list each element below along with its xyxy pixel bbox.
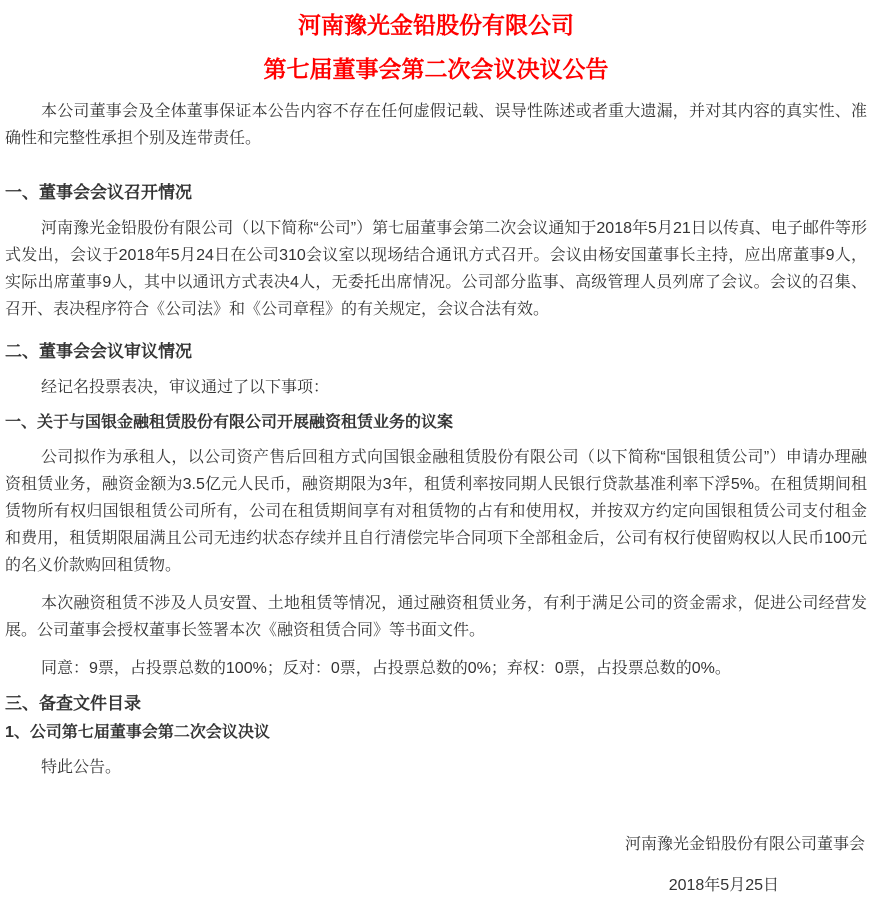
section-heading-convening: 一、董事会会议召开情况 [5, 183, 192, 202]
proposal-paragraph-2: 本次融资租赁不涉及人员安置、土地租赁等情况，通过融资租赁业务，有利于满足公司的资金需求，促进公司经营发展。公司董事会授权董事长签署本次《融资租赁合同》等书面文件。 [5, 595, 867, 639]
proposal-paragraph-1: 公司拟作为承租人，以公司资产售后回租方式向国银金融租赁股份有限公司（以下简称“国银租赁公司”）申请办理融资租赁业务，融资金额为3.5亿元人民币，融资期限为3年，租赁利率按同期人民银行贷款基准利率下浮5%。在租赁期间租赁物所有权归国银租赁公司所有，公司在租赁期间享有对租赁物的占有和使用权，并按双方约定向国银租赁公司支付租金和费用，租赁期限届满且公司无违约状态存续并且自行清偿完毕合同项下全部租金后，公司有权行使留购权以人民币100元的名义价款购回租赁物。 [5, 449, 867, 574]
section-heading-deliberation: 二、董事会会议审议情况 [5, 342, 192, 361]
reference-document-item: 1、公司第七届董事会第二次会议决议 [5, 724, 270, 741]
proposal-heading: 一、关于与国银金融租赁股份有限公司开展融资租赁业务的议案 [5, 414, 454, 431]
vote-result: 同意：9票，占投票总数的100%；反对：0票，占投票总数的0%；弃权：0票，占投票总数的0%。 [41, 660, 731, 677]
convening-paragraph: 河南豫光金铅股份有限公司（以下简称“公司”）第七届董事会第二次会议通知于2018年5月21日以传真、电子邮件等形式发出，会议于2018年5月24日在公司310会议室以现场结合通讯方式召开。会议由杨安国董事长主持，应出席董事9人，实际出席董事9人，其中以通讯方式表决4人，无委托出席情况。公司部分监事、高级管理人员列席了会议。会议的召集、召开、表决程序符合《公司法》和《公司章程》的有关规定，会议合法有效。 [5, 220, 867, 318]
announcement-document [0, 13, 873, 919]
closing-paragraph: 特此公告。 [41, 759, 122, 776]
section-heading-reference-documents: 三、备查文件目录 [5, 694, 141, 713]
signature-date: 2018年5月25日 [668, 877, 779, 894]
disclaimer-paragraph: 本公司董事会及全体董事保证本公告内容不存在任何虚假记载、误导性陈述或者重大遗漏，并对其内容的真实性、准确性和完整性承担个别及连带责任。 [5, 103, 867, 147]
deliberation-intro: 经记名投票表决，审议通过了以下事项： [41, 379, 330, 396]
document-title: 河南豫光金铅股份有限公司 [298, 12, 574, 38]
signature-line: 河南豫光金铅股份有限公司董事会 [624, 836, 865, 853]
document-subtitle: 第七届董事会第二次会议决议公告 [263, 56, 609, 82]
